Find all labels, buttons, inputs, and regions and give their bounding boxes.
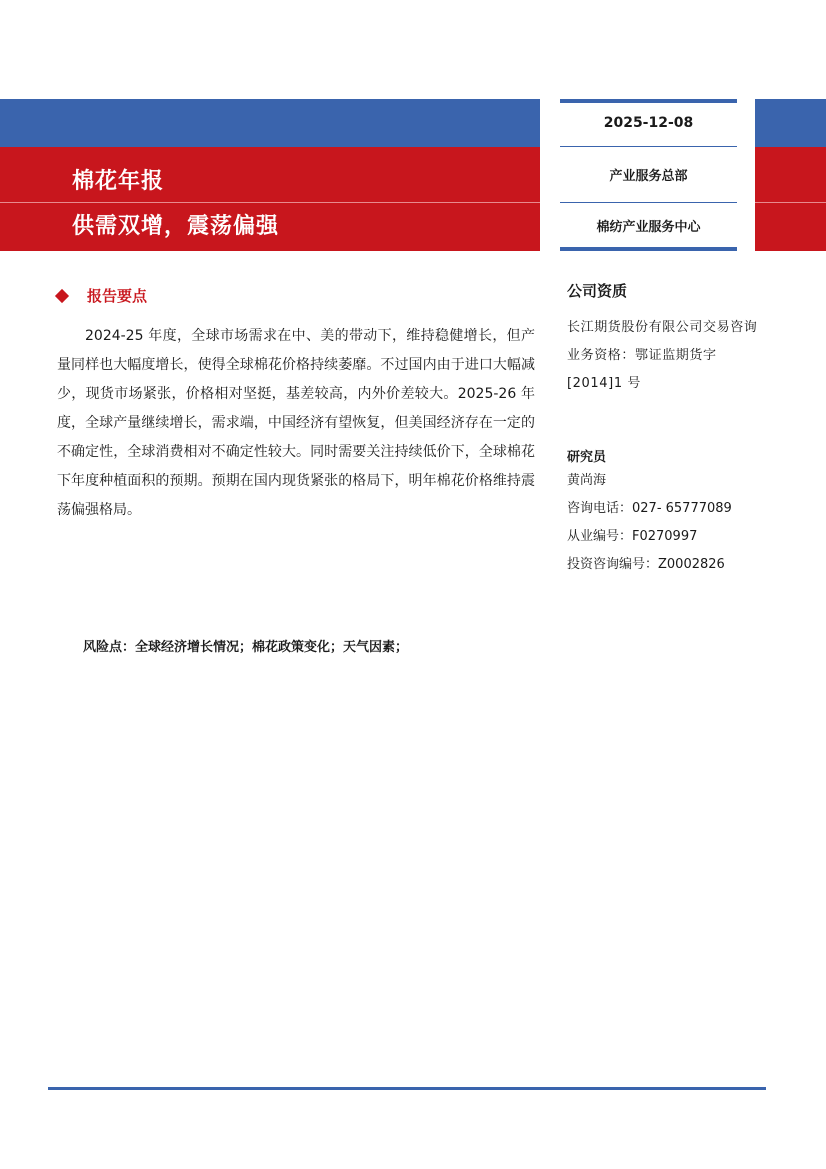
report-info-box [560,99,737,251]
header-red-divider [0,202,540,203]
header-blue-band-right [755,99,826,147]
report-subtitle: 供需双增，震荡偏强 [72,214,280,239]
header-red-band-right [755,147,826,251]
report-date: 2025-12-08 [603,115,694,131]
summary-body: 2024-25 年度，全球市场需求在中、美的带动下，维持稳健增长，但产量同样也大幅度增长，使得全球棉花价格持续萎靡。不过国内由于进口大幅减少，现货市场紧张，价格相对坚挺，基差较高，内外价差较大。2025-26 年度，全球产量继续增长，需求端，中国经济有望恢复，但美国经济存在一定的不确定性，全球消费相对不确定性较大。同时需要关注持续低价下，全球棉花下年度种植面积的预期。预期在国内现货紧张的格局下，明年棉花价格维持震荡偏强格局。 [57,328,535,518]
header-blue-band [0,99,540,147]
researcher-title: 研究员 [567,450,607,465]
qualification-title: 公司资质 [567,282,628,300]
researcher-phone: 咨询电话：027- 65777089 [567,501,732,516]
department-name: 产业服务总部 [609,169,688,184]
info-top-rule [560,99,737,103]
center-name: 棉纺产业服务中心 [596,220,701,235]
info-bottom-rule [560,247,737,251]
header-red-divider-right [755,202,826,203]
researcher-name: 黄尚海 [567,473,607,488]
risk-points: 风险点：全球经济增长情况；棉花政策变化；天气因素； [83,640,409,655]
qualification-text: 长江期货股份有限公司交易咨询业务资格：鄂证监期货字[2014]1 号 [567,320,758,391]
summary-heading [57,285,147,306]
info-divider [560,146,737,147]
report-title: 棉花年报 [72,169,165,194]
diamond-bullet-icon [55,288,69,302]
researcher-consult-id: 投资咨询编号：Z0002826 [567,557,725,572]
summary-heading-label: 报告要点 [87,287,148,305]
info-divider [560,202,737,203]
sidebar [567,280,767,579]
footer-rule [48,1087,766,1090]
researcher-license: 从业编号：F0270997 [567,529,698,544]
